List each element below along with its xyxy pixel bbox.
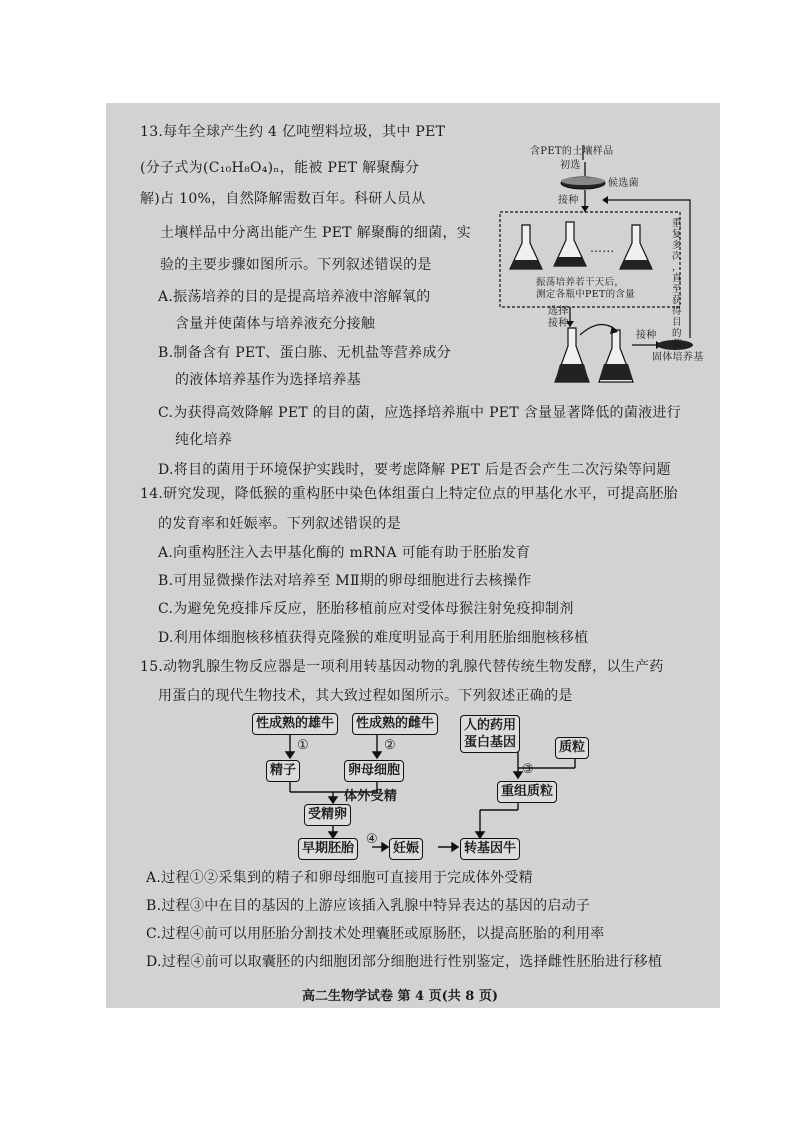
- diagram-initial-select: 初选: [560, 160, 581, 171]
- q15-option-b: B.过程③中在目的基因的上游应该插入乳腺中特异表达的基因的启动子: [146, 898, 591, 914]
- q15-option-c: C.过程④前可以用胚胎分割技术处理囊胚或原肠胚，以提高胚胎的利用率: [146, 926, 605, 942]
- flow-pregnancy: 妊娠: [389, 838, 423, 860]
- page-footer: 高二生物学试卷 第 4 页(共 8 页): [301, 989, 499, 1004]
- q14-stem-line: 14.研究发现，降低猴的重构胚中染色体组蛋白上特定位点的甲基化水平，可提高胚胎: [140, 486, 678, 502]
- q13-stem-line: 土壤样品中分离出能产生 PET 解聚酶的细菌，实: [160, 225, 472, 241]
- flow-cow: 性成熟的雌牛: [352, 713, 438, 735]
- q13-stem-line: 13.每年全球产生约 4 亿吨塑料垃圾，其中 PET: [140, 124, 446, 140]
- diagram-note-2: 测定各瓶中PET的含量: [536, 289, 635, 300]
- flow-step-1: ①: [297, 738, 309, 753]
- diagram-inoculate-2: 接种: [548, 318, 569, 329]
- q13-option-c: C.为获得高效降解 PET 的目的菌，应选择培养瓶中 PET 含量显著降低的菌液进行: [158, 405, 682, 421]
- q15-option-a: A.过程①②采集到的精子和卵母细胞可直接用于完成体外受精: [146, 870, 533, 886]
- diagram-note-1: 振荡培养若干天后，: [536, 277, 625, 288]
- diagram-solid-medium: 固体培养基: [652, 352, 704, 363]
- flow-plasmid: 质粒: [555, 737, 589, 759]
- flow-sperm: 精子: [266, 760, 300, 782]
- flow-ivf-label: 体外受精: [344, 789, 398, 804]
- q13-stem-line: 解)占 10%，自然降解需数百年。科研人员从: [140, 191, 426, 207]
- q13-stem-line: 验的主要步骤如图所示。下列叙述错误的是: [160, 257, 432, 273]
- q14-option-d: D.利用体细胞核移植获得克隆猴的难度明显高于利用胚胎细胞核移植: [158, 630, 589, 646]
- flow-bull: 性成熟的雄牛: [252, 713, 338, 735]
- flow-step-4: ④: [366, 832, 378, 847]
- flow-early-embryo: 早期胚胎: [298, 838, 358, 860]
- q14-option-b: B.可用显微操作法对培养至 MⅡ期的卵母细胞进行去核操作: [158, 573, 532, 589]
- q15-stem-line: 用蛋白的现代生物技术，其大致过程如图所示。下列叙述正确的是: [158, 688, 573, 704]
- flow-step-2: ②: [384, 738, 396, 753]
- q14-stem-line: 的发育率和妊娠率。下列叙述错误的是: [158, 516, 402, 532]
- q14-option-a: A.向重构胚注入去甲基化酶的 mRNA 可能有助于胚胎发育: [158, 545, 531, 561]
- q13-option-b-cont: 的液体培养基作为选择培养基: [175, 372, 361, 388]
- q13-option-b: B.制备含有 PET、蛋白胨、无机盐等营养成分: [158, 345, 452, 361]
- flow-drug-gene-line2: 蛋白基因: [464, 735, 517, 750]
- q13-option-c-cont: 纯化培养: [175, 432, 233, 448]
- flow-drug-gene: [460, 715, 520, 753]
- q15-stem-line: 15.动物乳腺生物反应器是一项利用转基因动物的乳腺代替传统生物发酵，以生产药: [140, 659, 664, 675]
- q13-option-d: D.将目的菌用于环境保护实践时，要考虑降解 PET 后是否会产生二次污染等问题: [158, 462, 671, 478]
- diagram-sample-label: 含PET的土壤样品: [530, 146, 614, 157]
- diagram-inoculate: 接种: [558, 195, 579, 206]
- q13-stem-line: (分子式为(C₁₀H₈O₄)ₙ，能被 PET 解聚酶分: [140, 160, 420, 176]
- diagram-choose: 选择: [548, 306, 569, 317]
- flow-step-3: ③: [522, 762, 534, 777]
- q15-option-d: D.过程④前可以取囊胚的内细胞团部分细胞进行性别鉴定，选择雌性胚胎进行移植: [146, 954, 663, 970]
- diagram-repeat-label-2: ，直至获得目的菌: [672, 262, 682, 350]
- flow-recombinant-plasmid: 重组质粒: [497, 781, 557, 803]
- diagram-dots: ……: [590, 241, 615, 255]
- flow-transgenic-cow: 转基因牛: [460, 838, 520, 860]
- flow-oocyte: 卵母细胞: [344, 760, 404, 782]
- diagram-candidate-bacteria: 候选菌: [608, 178, 639, 189]
- q14-option-c: C.为避免免疫排斥反应，胚胎移植前应对受体母猴注射免疫抑制剂: [158, 601, 574, 617]
- flow-drug-gene-line1: 人的药用: [464, 718, 517, 733]
- q13-option-a-cont: 含量并使菌体与培养液充分接触: [175, 316, 376, 332]
- diagram-repeat-label: 重复多次: [672, 218, 682, 262]
- diagram-inoculate-3: 接种: [636, 330, 657, 341]
- flow-zygote: 受精卵: [304, 804, 351, 826]
- q13-option-a: A.振荡培养的目的是提高培养液中溶解氧的: [158, 289, 431, 305]
